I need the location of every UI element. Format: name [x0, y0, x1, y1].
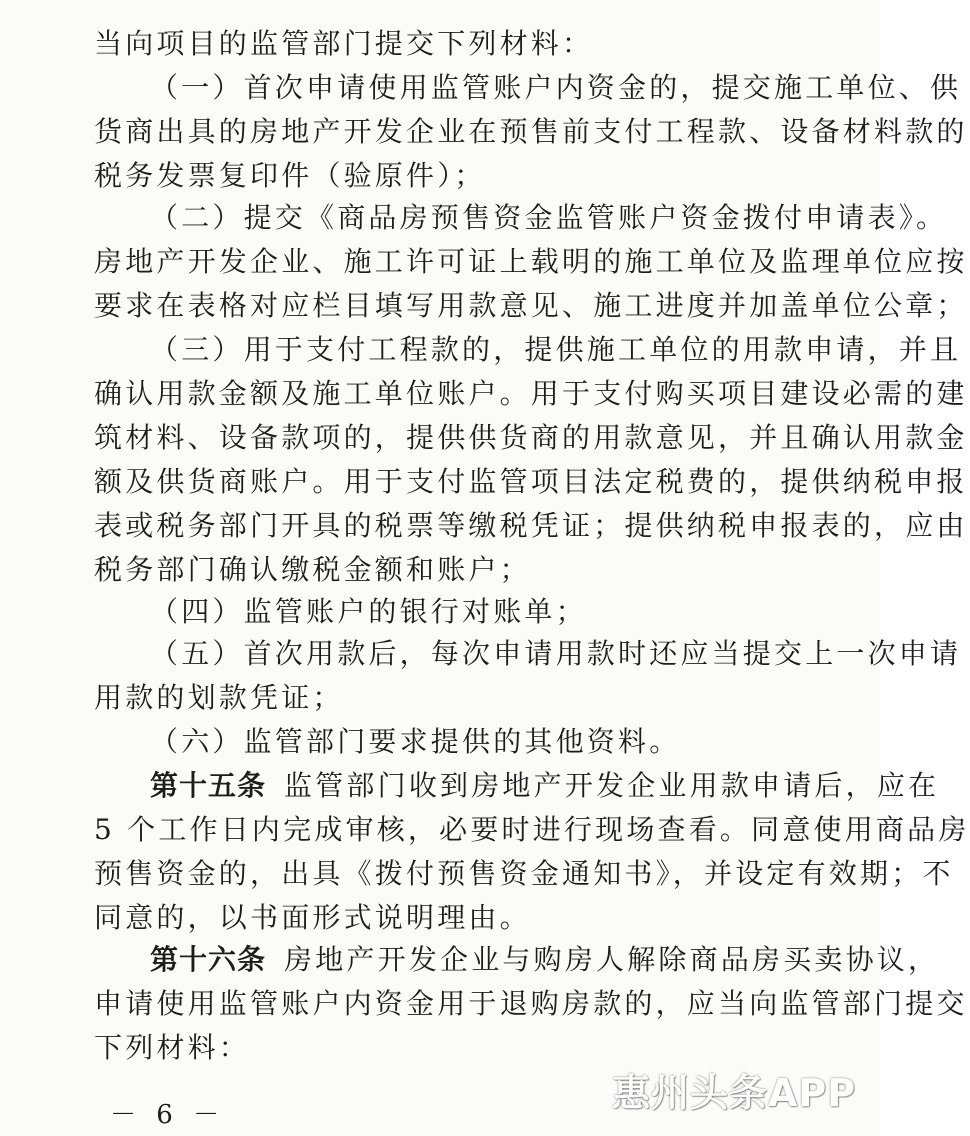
item-1-line-1: （一）首次申请使用监管账户内资金的，提交施工单位、供 [150, 71, 962, 104]
article-15-line-4: 同意的，以书面形式说明理由。 [94, 901, 531, 934]
article-16-line-2: 申请使用监管账户内资金用于退购房款的，应当向监管部门提交 [94, 987, 968, 1020]
item-3-line-6: 税务部门确认缴税金额和账户； [94, 553, 531, 586]
item-2-line-2: 房地产开发企业、施工许可证上载明的施工单位及监理单位应按 [94, 245, 968, 278]
item-3-line-2: 确认用款金额及施工单位账户。用于支付购买项目建设必需的建 [94, 377, 968, 410]
item-2-line-1: （二）提交《商品房预售资金监管账户资金拨付申请表》。 [150, 201, 948, 234]
article-15-text-1: 监管部门收到房地产开发企业用款申请后，应在 [284, 769, 940, 802]
article-15-line-1 [150, 766, 940, 806]
page-number: － 6 － [110, 1100, 226, 1130]
article-15-line-3: 预售资金的，出具《拨付预售资金通知书》，并设定有效期；不 [94, 857, 954, 890]
article-16-line-3: 下列材料： [94, 1031, 251, 1064]
item-5-line-2: 用款的划款凭证； [94, 681, 344, 714]
article-15-line-2: 5 个工作日内完成审核，必要时进行现场查看。同意使用商品房 [94, 813, 970, 846]
item-1-line-2: 货商出具的房地产开发企业在预售前支付工程款、设备材料款的 [94, 115, 968, 148]
item-3-line-1: （三）用于支付工程款的，提供施工单位的用款申请，并且 [150, 333, 962, 366]
item-6-line: （六）监管部门要求提供的其他资料。 [150, 725, 681, 758]
item-3-line-5: 表或税务部门开具的税票等缴税凭证；提供纳税申报表的，应由 [94, 509, 968, 542]
item-1-line-3: 税务发票复印件（验原件）； [94, 159, 486, 192]
article-16-text-1: 房地产开发企业与购房人解除商品房买卖协议， [284, 943, 940, 976]
article-16-line-1 [150, 940, 940, 980]
item-2-line-3: 要求在表格对应栏目填写用款意见、施工进度并加盖单位公章； [94, 289, 968, 322]
article-16-heading: 第十六条 [150, 943, 267, 976]
intro-line: 当向项目的监管部门提交下列材料： [94, 27, 594, 60]
watermark-logo: 惠州头条APP [612, 1071, 857, 1115]
article-15-heading: 第十五条 [150, 769, 267, 802]
item-5-line-1: （五）首次用款后，每次申请用款时还应当提交上一次申请 [150, 637, 962, 670]
item-4-line: （四）监管账户的银行对账单； [150, 595, 587, 628]
item-3-line-4: 额及供货商账户。用于支付监管项目法定税费的，提供纳税申报 [94, 465, 968, 498]
item-3-line-3: 筑材料、设备款项的，提供供货商的用款意见，并且确认用款金 [94, 421, 968, 454]
